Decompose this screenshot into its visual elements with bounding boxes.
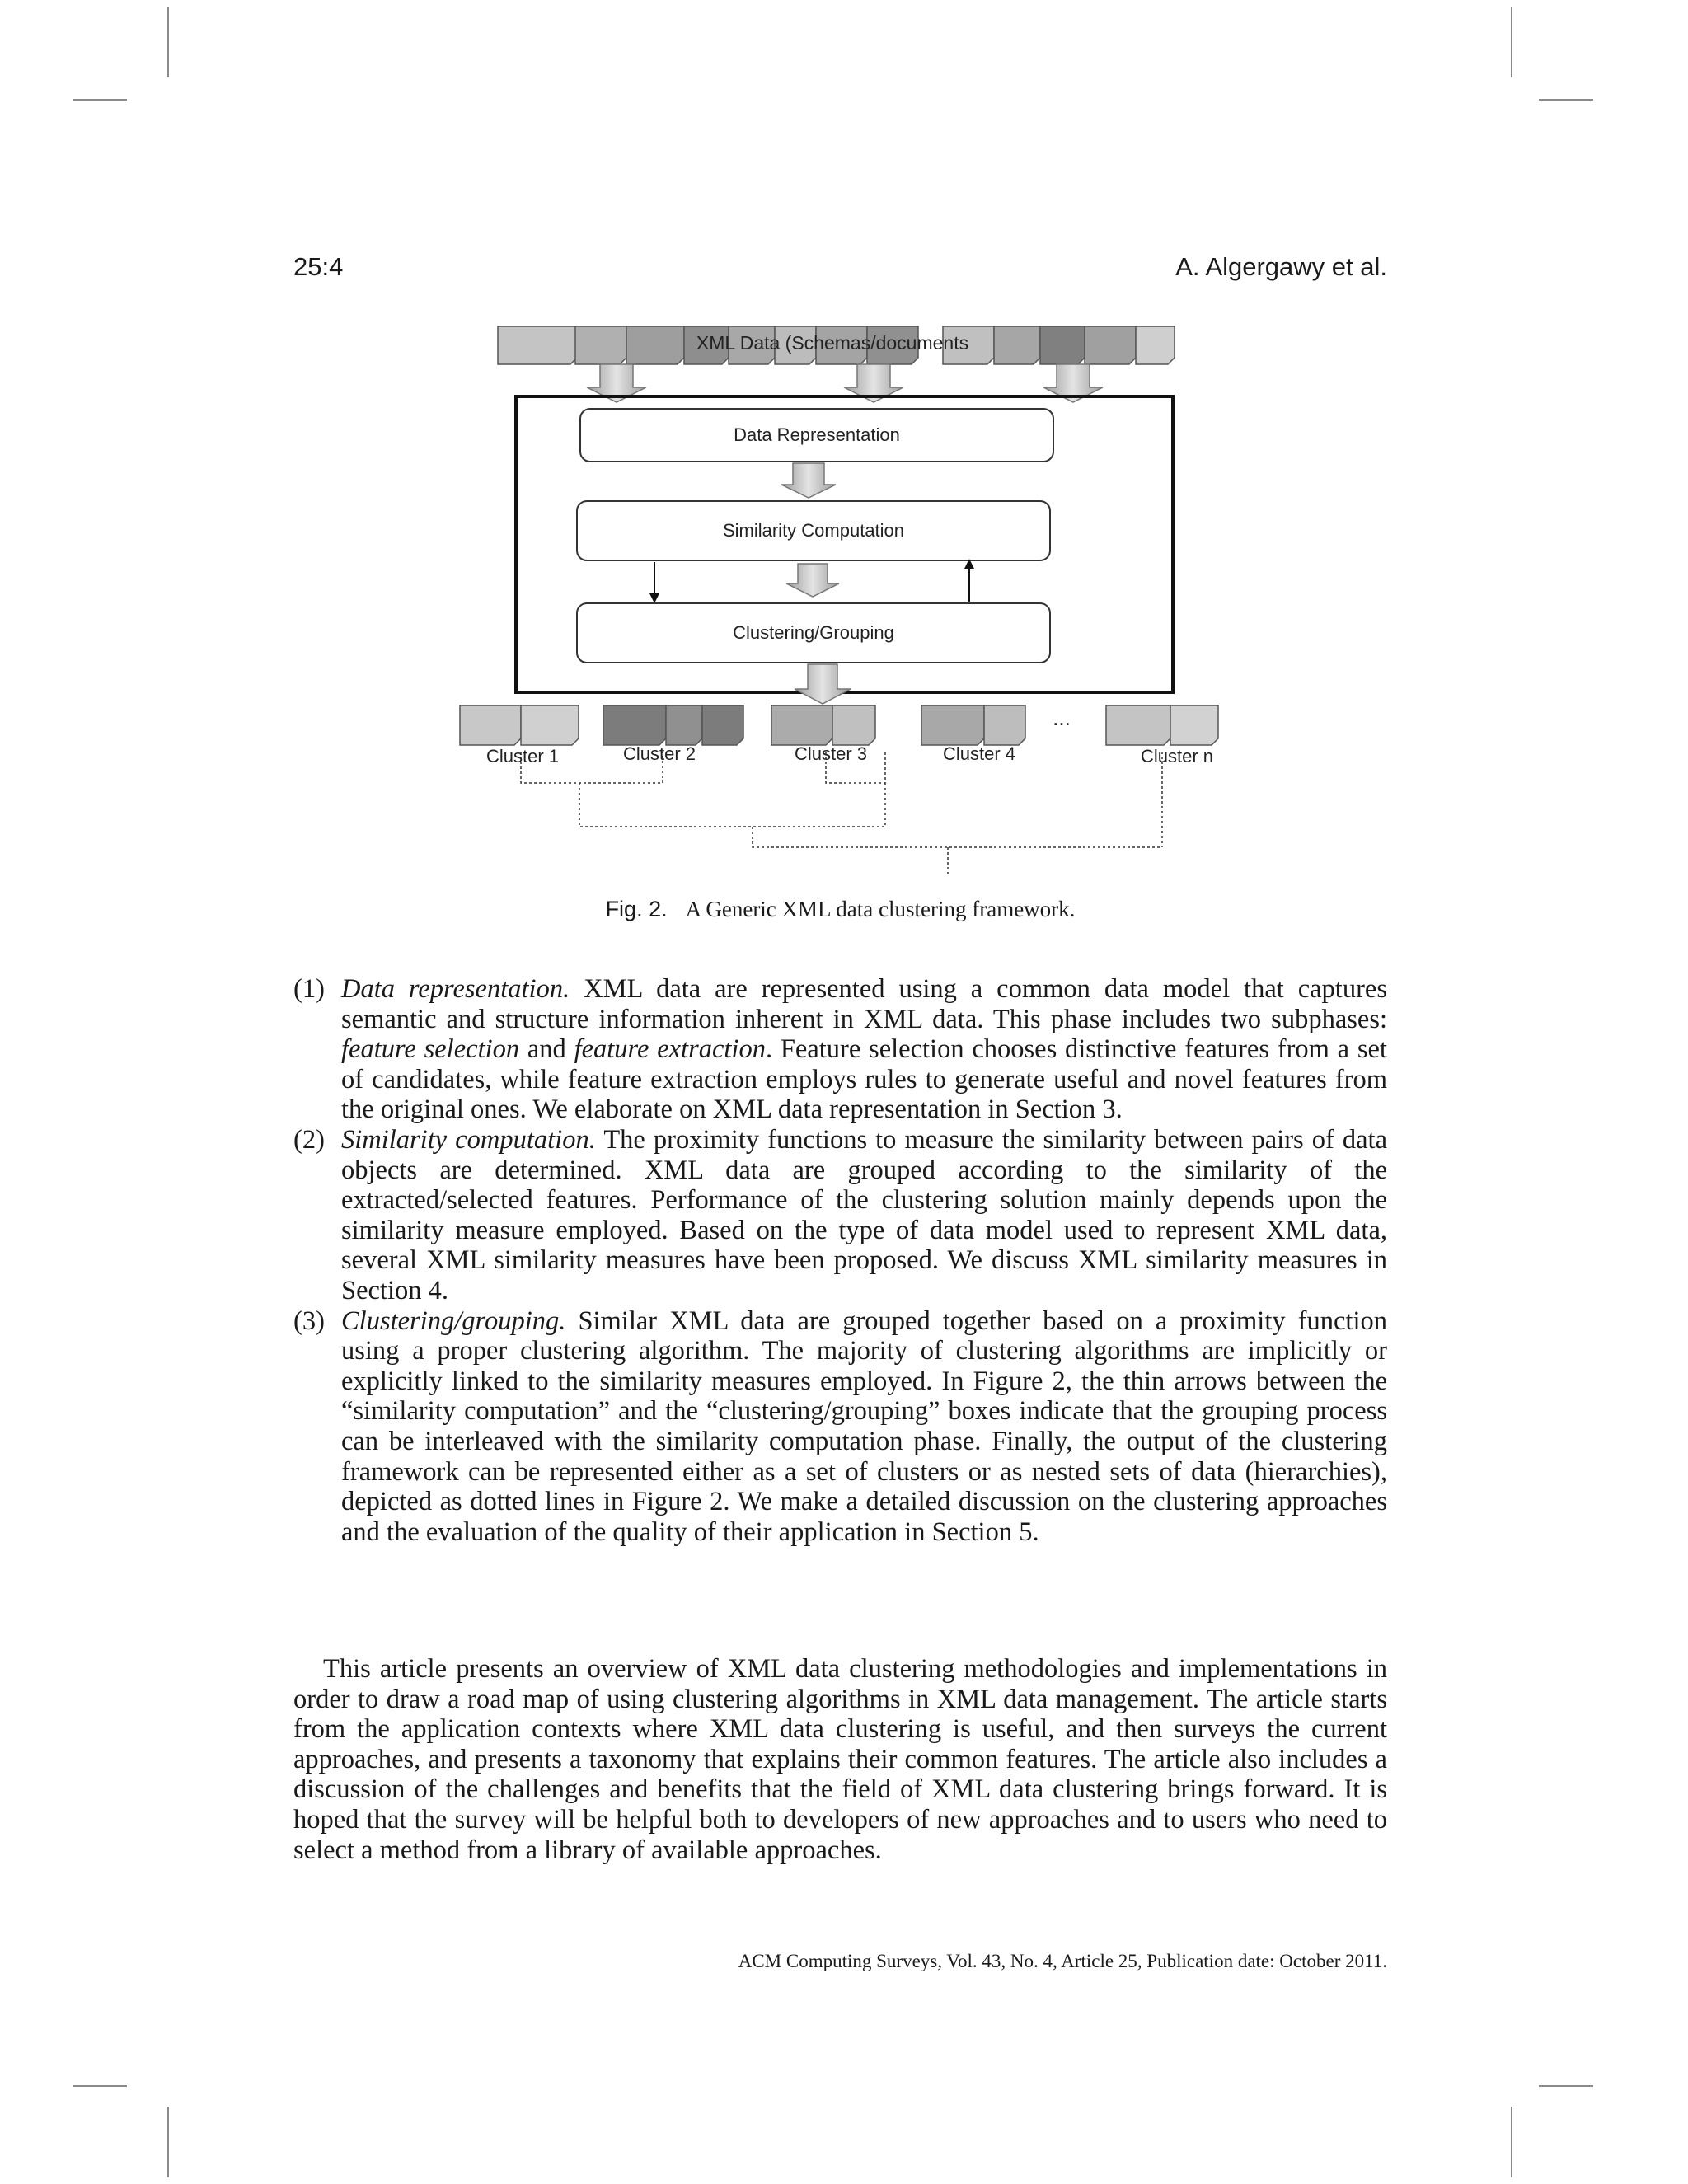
crop-mark bbox=[73, 99, 127, 101]
journal-footer: ACM Computing Surveys, Vol. 43, No. 4, Article 25, Publication date: October 2011. bbox=[738, 1951, 1387, 1971]
document-icon bbox=[1106, 705, 1170, 745]
cluster-label: Cluster 1 bbox=[485, 746, 560, 766]
crop-mark bbox=[167, 7, 169, 77]
document-icon bbox=[832, 705, 875, 745]
document-icon bbox=[1085, 326, 1136, 364]
body-paragraph: This article presents an overview of XML data clustering methodologies and implementations in order to draw a road map of using clustering algorithms in XML data management. The article starts from the application contexts where XML data clustering is useful, and then surveys the current approaches, and presents a taxonomy that explains their common features. The article also includes a discussion of the challenges and benefits that the field of XML data clustering brings forward. It is hoped that the survey will be helpful both to developers of new approaches and to users who need to select a method from a library of available approaches. bbox=[293, 1654, 1387, 1865]
clustering-grouping-label: Clustering/Grouping bbox=[733, 622, 894, 643]
document-icon bbox=[603, 705, 666, 745]
document-icon bbox=[575, 326, 626, 364]
list-item-body: and bbox=[519, 1034, 574, 1065]
list-item-body: Similar XML data are grouped together based on a proximity function using a proper clustering algorithm. The majority of clustering algorithms are implicitly or explicitly linked to the similarity measures employed. In Figure 2, the thin arrows between the “similarity computation” and the “clustering/grouping” boxes indicate that the grouping process can be interleaved with the similarity computation phase. Finally, the output of the clustering framework can be represented either as a set of clusters or as nested sets of data (hierarchies), depicted as dotted lines in Figure 2. We make a detailed discussion on the clustering approaches and the evaluation of the quality of their application in Section 5. bbox=[341, 1305, 1387, 1547]
figure-caption-text: A Generic XML data clustering framework. bbox=[685, 897, 1076, 921]
document-icon bbox=[1170, 705, 1218, 745]
list-item-body: XML data are represented using a common data model that captures semantic and structure information inherent in XML data. This phase includes two subphases: bbox=[341, 974, 1387, 1034]
list-item-body: . Feature selection chooses distinctive features from a set of candidates, while feature extraction employs rules to generate useful and novel features from the original ones. We elaborate on XML data representation in Section 3. bbox=[341, 1034, 1387, 1125]
page-number: 25:4 bbox=[293, 252, 344, 281]
author-line: A. Algergawy et al. bbox=[1175, 252, 1387, 281]
document-icon bbox=[498, 326, 577, 364]
cluster-label: Cluster 3 bbox=[794, 743, 868, 764]
cluster-label: Cluster 2 bbox=[622, 743, 696, 764]
document-icon bbox=[460, 705, 521, 745]
similarity-computation-label: Similarity Computation bbox=[722, 520, 905, 541]
data-representation-label: Data Representation bbox=[734, 424, 900, 445]
cluster-documents bbox=[460, 705, 1218, 745]
crop-mark bbox=[1511, 7, 1512, 77]
figure-label: Fig. 2. bbox=[605, 897, 668, 921]
phase-list bbox=[293, 974, 1387, 1547]
list-number: (2) bbox=[293, 1124, 325, 1155]
crop-mark bbox=[1539, 99, 1593, 101]
cluster-label: Cluster n bbox=[1140, 746, 1214, 766]
list-number: (3) bbox=[293, 1305, 325, 1336]
list-item-term: feature extraction bbox=[574, 1034, 766, 1065]
flow-arrow bbox=[786, 564, 839, 597]
running-head bbox=[293, 252, 1387, 288]
list-item-title: Similarity computation. bbox=[341, 1124, 596, 1155]
list-item-body: The proximity functions to measure the similarity between pairs of data objects are determined. XML data are grouped according to the similarity of the extracted/selected features. Performance of the clustering solution mainly depends upon the similarity measure employed. Based on the type of data model used to represent XML data, several XML similarity measures have been proposed. We discuss XML similarity measures in Section 4. bbox=[341, 1124, 1387, 1305]
document-icon bbox=[1040, 326, 1085, 364]
list-item-term: feature selection bbox=[341, 1034, 520, 1065]
list-item-title: Data representation. bbox=[341, 974, 570, 1004]
document-icon bbox=[984, 705, 1025, 745]
document-icon bbox=[921, 705, 984, 745]
document-icon bbox=[994, 326, 1040, 364]
figure-caption bbox=[293, 897, 1387, 922]
document-icon bbox=[626, 326, 684, 364]
ellipsis: ... bbox=[1053, 705, 1071, 730]
document-icon bbox=[771, 705, 832, 745]
document-icon bbox=[1136, 326, 1175, 364]
hierarchy-dotted-lines bbox=[521, 752, 1162, 874]
list-item bbox=[293, 1306, 1387, 1548]
crop-mark bbox=[73, 2085, 127, 2087]
crop-mark bbox=[167, 2107, 169, 2177]
cluster-label: Cluster 4 bbox=[942, 743, 1016, 764]
crop-mark bbox=[1539, 2085, 1593, 2087]
flow-arrow bbox=[781, 463, 836, 498]
input-label: XML Data (Schemas/documents bbox=[696, 332, 969, 354]
list-number: (1) bbox=[293, 974, 325, 1004]
flow-arrow bbox=[795, 664, 851, 704]
document-icon bbox=[521, 705, 579, 745]
list-item bbox=[293, 1125, 1387, 1306]
list-item-title: Clustering/grouping. bbox=[341, 1305, 566, 1336]
document-icon bbox=[702, 705, 743, 745]
list-item bbox=[293, 974, 1387, 1125]
framework-figure bbox=[445, 317, 1236, 878]
document-icon bbox=[666, 705, 702, 745]
crop-mark bbox=[1511, 2107, 1512, 2177]
